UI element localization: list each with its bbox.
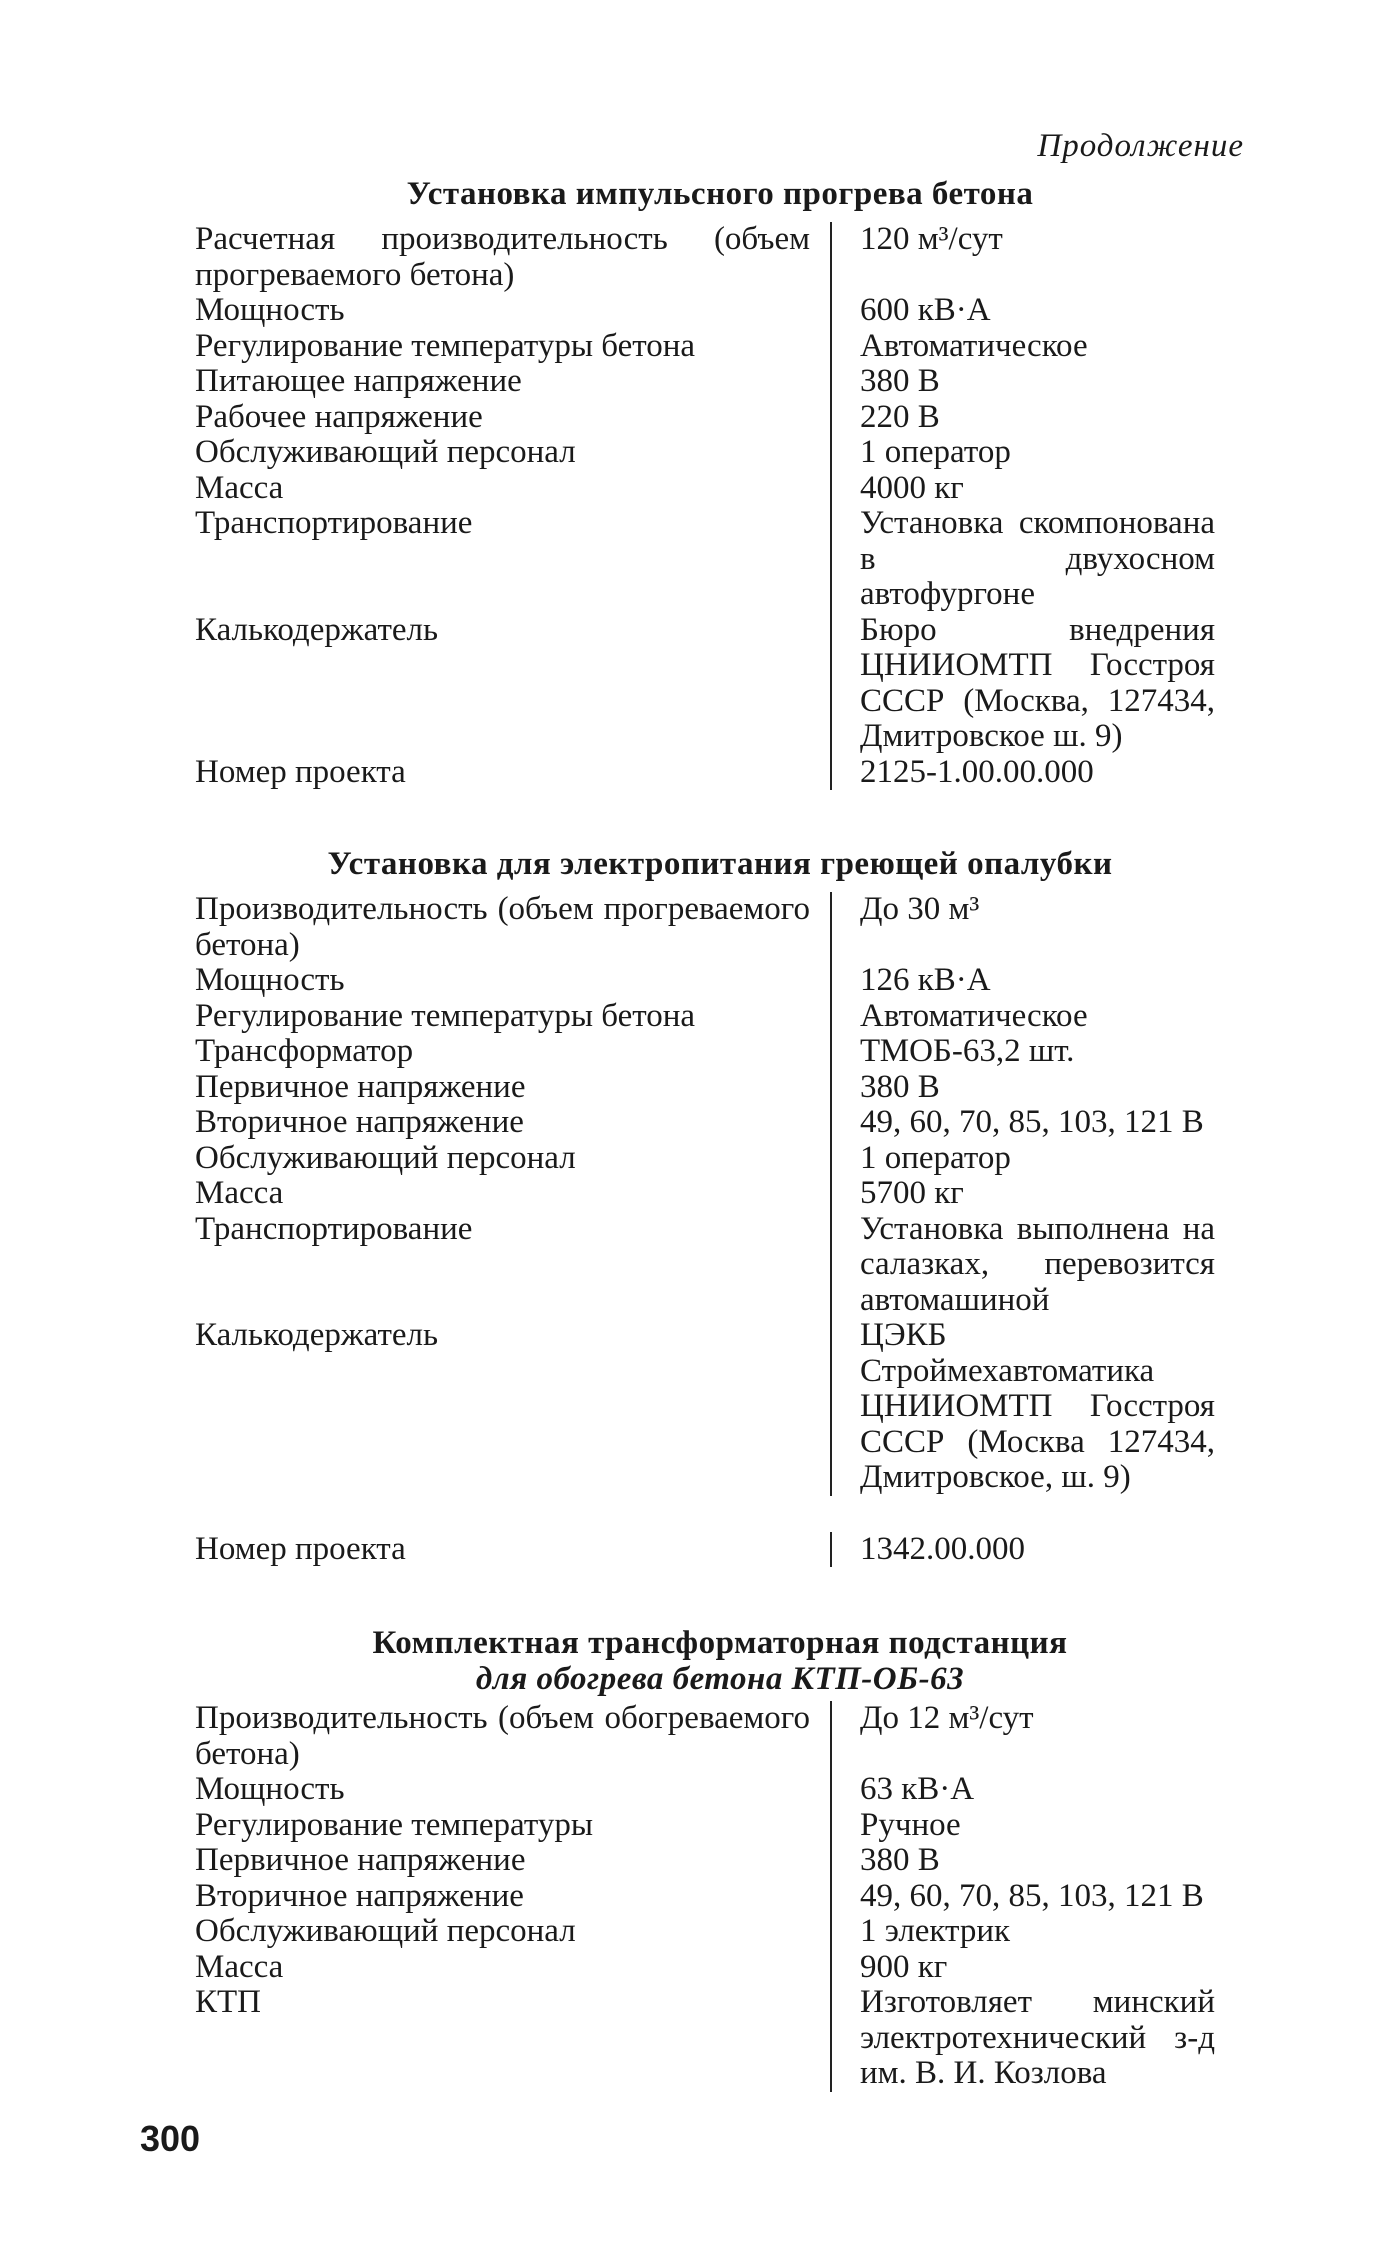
table-row xyxy=(195,1070,1255,1106)
table-row xyxy=(195,506,1255,613)
table-row xyxy=(195,613,1255,755)
row-label: Мощность xyxy=(195,292,345,328)
row-value: 63 кВ·А xyxy=(830,1772,1215,1808)
table-row xyxy=(195,1843,1255,1879)
row-value: Установка выполнена на салазках, перевозится автомашиной xyxy=(830,1212,1215,1319)
row-value: 1 оператор xyxy=(830,435,1215,471)
row-value: 120 м³/сут xyxy=(830,222,1215,293)
row-value: ЦЭКБ Строймехавтоматика ЦНИИОМТП Госстроя СССР (Москва 127434, Дмитровское, ш. 9) xyxy=(830,1318,1215,1496)
row-label: Масса xyxy=(195,1175,284,1211)
section-3-title-line2-text: для обогрева бетона КТП-ОБ-63 xyxy=(475,1661,965,1697)
table-row xyxy=(195,1141,1255,1177)
table-row xyxy=(195,400,1255,436)
row-label: Обслуживающий персонал xyxy=(195,434,576,470)
row-value: Автоматическое xyxy=(830,999,1215,1035)
row-label: Рабочее напряжение xyxy=(195,398,483,435)
row-value: Ручное xyxy=(830,1808,1215,1844)
table-row xyxy=(195,1318,1255,1496)
table-row xyxy=(195,329,1255,365)
table-row xyxy=(195,1985,1255,2092)
continuation-label: Продолжение xyxy=(1037,128,1244,164)
section-3-table xyxy=(195,1701,1255,2092)
table-row xyxy=(195,222,1255,293)
row-label: Трансформатор xyxy=(195,1033,414,1069)
row-label: Вторичное напряжение xyxy=(195,1104,524,1140)
table-row xyxy=(195,435,1255,471)
section-2-title: Установка для электропитания греющей опалубки xyxy=(327,846,1113,882)
row-value: До 12 м³/сут xyxy=(830,1701,1215,1772)
section-1-table xyxy=(195,222,1255,790)
row-value: Автоматическое xyxy=(830,329,1215,365)
row-label: Транспортирование xyxy=(195,1210,473,1247)
row-label: Производительность (объем прогреваемого бетона) xyxy=(195,891,810,963)
row-label: Мощность xyxy=(195,1771,345,1807)
section-1-title: Установка импульсного прогрева бетона xyxy=(406,176,1034,212)
row-value: 1342.00.000 xyxy=(830,1532,1215,1568)
table-row xyxy=(195,364,1255,400)
row-label: Номер проекта xyxy=(195,753,406,790)
section-3-title-line2 xyxy=(190,1661,1250,1697)
table-row xyxy=(195,1772,1255,1808)
section-3-title-line1: Комплектная трансформаторная подстанция xyxy=(372,1625,1068,1661)
row-label: Первичное напряжение xyxy=(195,1068,526,1105)
table-row xyxy=(195,999,1255,1035)
page-number: 300 xyxy=(140,2118,201,2159)
table-row xyxy=(195,1034,1255,1070)
row-value: 126 кВ·А xyxy=(830,963,1215,999)
row-label: Регулирование температуры xyxy=(195,1806,593,1843)
row-label: Расчетная производительность (объем прогреваемого бетона) xyxy=(195,221,810,293)
row-label: Номер проекта xyxy=(195,1530,406,1567)
row-label: Мощность xyxy=(195,962,345,998)
table-row xyxy=(195,471,1255,507)
row-value: 900 кг xyxy=(830,1950,1215,1986)
table-row xyxy=(195,755,1255,791)
row-value: ТМОБ-63,2 шт. xyxy=(830,1034,1215,1070)
row-value: 4000 кг xyxy=(830,471,1215,507)
row-label: Первичное напряжение xyxy=(195,1842,526,1878)
row-value: Бюро внедрения ЦНИИОМТП Госстроя СССР (Москва, 127434, Дмитровское ш. 9) xyxy=(830,613,1215,755)
row-value: До 30 м³ xyxy=(830,892,1215,963)
table-row xyxy=(195,1701,1255,1772)
row-value: 1 оператор xyxy=(830,1141,1215,1177)
row-label: Масса xyxy=(195,1948,284,1985)
row-value: 380 В xyxy=(830,1070,1215,1106)
row-value: Изготовляет минский электротехнический з-д им. В. И. Козлова xyxy=(830,1985,1215,2092)
row-value: 1 электрик xyxy=(830,1914,1215,1950)
row-label: Регулирование температуры бетона xyxy=(195,997,696,1034)
row-label: Обслуживающий персонал xyxy=(195,1913,576,1949)
row-label: Производительность (объем обогреваемого бетона) xyxy=(195,1700,810,1772)
row-label: Питающее напряжение xyxy=(195,363,522,399)
table-row xyxy=(195,1176,1255,1212)
row-label: Регулирование температуры бетона xyxy=(195,327,696,364)
table-row xyxy=(195,892,1255,963)
row-value: 600 кВ·А xyxy=(830,293,1215,329)
table-row xyxy=(195,1950,1255,1986)
table-row xyxy=(195,1914,1255,1950)
row-label: КТП xyxy=(195,1984,261,2020)
row-value: 380 В xyxy=(830,364,1215,400)
row-value: 49, 60, 70, 85, 103, 121 В xyxy=(830,1105,1215,1141)
row-value: 5700 кг xyxy=(830,1176,1215,1212)
row-label: Калькодержатель xyxy=(195,611,439,648)
row-label: Обслуживающий персонал xyxy=(195,1139,576,1176)
row-label: Вторичное напряжение xyxy=(195,1877,524,1914)
section-2-table xyxy=(195,892,1255,1567)
table-row xyxy=(195,963,1255,999)
row-label: Калькодержатель xyxy=(195,1317,439,1353)
table-row xyxy=(195,293,1255,329)
table-row xyxy=(195,1808,1255,1844)
row-value: 220 В xyxy=(830,400,1215,436)
table-row xyxy=(195,1212,1255,1319)
row-value: 49, 60, 70, 85, 103, 121 В xyxy=(830,1879,1215,1915)
table-row xyxy=(195,1879,1255,1915)
row-label: Масса xyxy=(195,469,284,506)
table-row xyxy=(195,1496,1255,1568)
row-label: Транспортирование xyxy=(195,505,473,541)
row-value: 2125-1.00.00.000 xyxy=(830,755,1215,791)
row-value: 380 В xyxy=(830,1843,1215,1879)
row-value: Установка скомпонована в двухосном автофургоне xyxy=(830,506,1215,613)
table-row xyxy=(195,1105,1255,1141)
